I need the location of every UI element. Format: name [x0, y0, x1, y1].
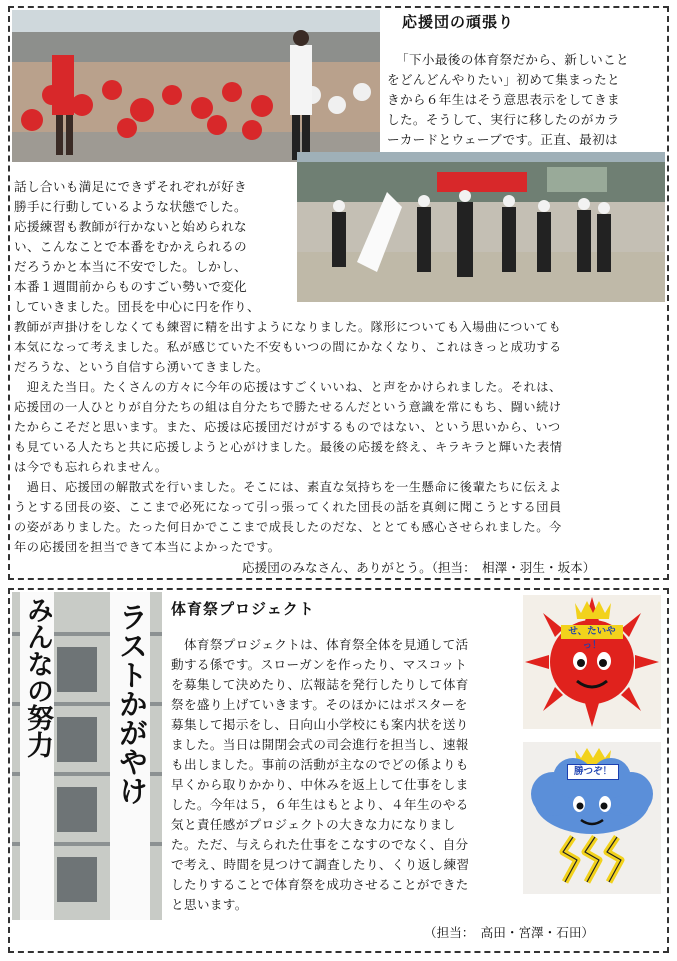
- section2-body-line: した。今年は５，６年生はもとより、４年生のやる: [171, 797, 469, 812]
- section1-body-line: たからこそだと思います。また、応援は応援団だけがするものではない、という思いから、いつ: [14, 420, 561, 434]
- sun-mascot-label: せ、たいやっ！: [561, 625, 623, 639]
- section1-body-line: うとする団長の姿、ここまで必死になって引っ張ってくれた団長の話を真剣に聞こうとする団員: [14, 500, 562, 514]
- section1-body-line: 教師が声掛けをしなくても練習に精を出すようになりました。隊形についても入場曲についても: [14, 320, 562, 334]
- section1-right-line: をどんどんやりたい」初めて集まったと: [387, 72, 620, 87]
- section1-right-line: した。そうして、実行に移したのがカラ: [387, 112, 620, 127]
- section1-right-line: きから６年生はそう意思表示をしてきま: [387, 92, 620, 107]
- section1-body-line: だろうな、という自信すら湧いてきました。: [14, 360, 269, 374]
- section2-body-line: 動する係です。スローガンを作ったり、マスコット: [171, 657, 468, 672]
- section2-body-line: た。ただ、与えられた仕事をこなすのでなく、自分: [171, 837, 469, 852]
- section2-body-line: 体育祭プロジェクトは、体育祭全体を見通して活: [171, 637, 469, 652]
- section2-body-line: 募集して掲示をし、日向山小学校にも案内状を送り: [171, 717, 469, 732]
- photo-cheering-crowd: [12, 10, 380, 162]
- section1-left-line: 勝手に行動しているような状態でした。: [14, 199, 247, 214]
- photo-school-banners: [12, 592, 162, 920]
- section1-body-line: も見ている人たちと共に応援しようと心がけました。最後の応援を終え、キラキラと輝いた表情: [14, 440, 563, 454]
- section1-body-line: 本気になって考えました。私が感じていた不安もいつの間にかなくなり、これはきっと成功する: [14, 340, 562, 354]
- section1-credit: 応援団のみなさん、ありがとう。（担当： 相澤・羽生・坂本）: [242, 560, 596, 575]
- section2-credit: （担当： 高田・宮澤・石田）: [424, 925, 595, 940]
- section1-left-line: 本番１週間前からものすごい勢いで変化: [14, 279, 247, 294]
- section1-title: 応援団の頑張り: [402, 13, 515, 31]
- section2-body-line: ました。当日は開閉会式の司会進行を担当し、速報: [171, 737, 469, 752]
- section1-left-line: 応援練習も教師が行かないと始められな: [14, 219, 247, 234]
- cloud-mascot-label: 勝つぞ！: [567, 764, 619, 780]
- section2-body-line: も出しました。事前の活動が主なのでどの係よりも: [171, 757, 469, 772]
- photo-cheer-leaders: [297, 152, 665, 302]
- section1-right-line: ーカードとウェーブです。正直、最初は: [387, 132, 618, 147]
- section1-body-line: の姿がありました。たった何日かでここまで成長したのだな、ととても感心させられました。今: [14, 520, 562, 534]
- banner-right-text: ラストかがやけ: [115, 602, 149, 805]
- section2-body-line: 早くから取りかかり、中休みを返上して仕事をしま: [171, 777, 469, 792]
- section2-body-line: したりすることで体育祭を成功させることができた: [171, 877, 469, 892]
- section1-left-line: 話し合いも満足にできずそれぞれが好き: [14, 179, 247, 194]
- cheer-leaders-image: [297, 152, 665, 302]
- sun-mascot-image: [523, 595, 661, 729]
- section2-body-line: を募集して決めたり、広報誌を発行したりして体育: [171, 677, 469, 692]
- section2-body-line: と思います。: [171, 897, 248, 912]
- section1-left-line: い、こんなことで本番をむかえられるの: [14, 239, 247, 254]
- section2-body-line: 祭を盛り上げていきます。そのほかにはポスターを: [171, 697, 468, 712]
- section1-body-line: 過日、応援団の解散式を行いました。そこには、素直な気持ちを一生懸命に後輩たちに伝えよ: [14, 480, 562, 494]
- banner-left-text: みんなの努力: [22, 596, 53, 758]
- section1-left-line: だろうかと本当に不安でした。しかし、: [14, 259, 247, 274]
- cheering-crowd-image: [12, 10, 380, 162]
- mascot-sun-drawing: [523, 595, 661, 729]
- section2-title: 体育祭プロジェクト: [171, 600, 315, 618]
- section1-body-line: は今でも忘れられません。: [14, 460, 168, 474]
- section1-body-line: 迎えた当日。たくさんの方々に今年の応援はすごくいいね、と声をかけられました。それは、: [14, 380, 562, 394]
- mascot-cloud-drawing: [523, 742, 661, 894]
- section1-right-line: 「下小最後の体育祭だから、新しいこと: [396, 52, 629, 67]
- section1-body-line: 応援団の一人ひとりが自分たちの組は自分たちで勝たせるんだという意識を常にもち、闘い続け: [14, 400, 562, 414]
- section1-body-line: 年の応援団を担当できて本当によかったです。: [14, 540, 281, 554]
- section2-body-line: で考え、時間を見つけて調査したり、くり返し練習: [171, 857, 470, 872]
- section2-body-line: 気と責任感がプロジェクトの大きな力になりまし: [171, 817, 456, 832]
- section1-left-line: していきました。団長を中心に円を作り、: [14, 299, 260, 314]
